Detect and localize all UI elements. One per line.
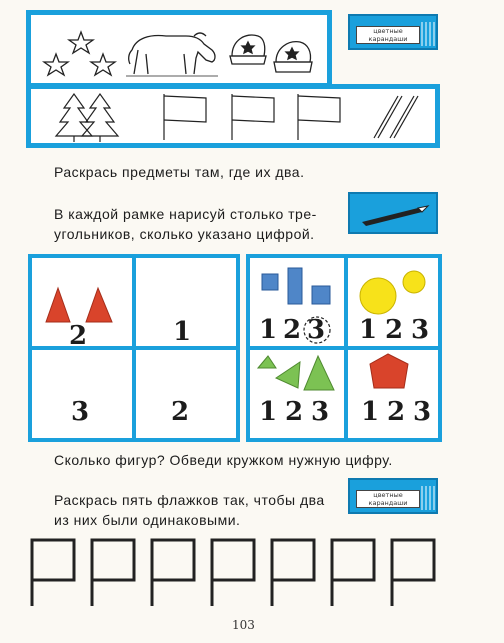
hat-icon [274, 42, 312, 72]
bottom-strip-illustrations [26, 84, 440, 148]
frame-number-top-right: 1 [172, 317, 192, 347]
flag-icon [164, 94, 340, 140]
pencil-box-bottom-icon [348, 478, 438, 514]
top-strip-illustrations [26, 10, 332, 88]
flags-to-color [28, 538, 448, 610]
circle-icon [360, 271, 425, 314]
frame-number-top-left: 2 [68, 321, 88, 351]
instruction-count-shapes: Сколько фигур? Обведи кружком нужную цифру. [54, 452, 393, 468]
frame-number-bottom-right: 2 [170, 397, 190, 427]
flag-outline-icon[interactable] [152, 540, 194, 606]
circles-option-3[interactable]: 3 [410, 315, 430, 345]
circles-option-1[interactable]: 1 [358, 315, 378, 345]
flag-outline-icon[interactable] [392, 540, 434, 606]
frame-number-bottom-left: 3 [70, 397, 90, 427]
star-icon [44, 32, 115, 75]
pentagon-option-3[interactable]: 3 [412, 397, 432, 427]
horse-icon [126, 33, 218, 76]
circles-option-2[interactable]: 2 [384, 315, 404, 345]
square-icon [262, 268, 330, 304]
pencil-box-middle-icon [348, 192, 438, 234]
pencil-box-label: цветные карандаши [356, 26, 420, 44]
squares-option-1[interactable]: 1 [258, 315, 278, 345]
triangles-option-3[interactable]: 3 [310, 397, 330, 427]
pentagon-option-2[interactable]: 2 [386, 397, 406, 427]
squares-option-2[interactable]: 2 [282, 315, 302, 345]
instruction-color-flags-line2: из них были одинаковыми. [54, 512, 241, 528]
pencil-box-label: цветные карандаши [356, 490, 420, 508]
pentagon-option-1[interactable]: 1 [360, 397, 380, 427]
shape-counting-cells [246, 254, 442, 442]
instruction-draw-triangles-line2: угольников, сколько указано цифрой. [54, 226, 315, 242]
hat-icon [230, 35, 266, 64]
instruction-draw-triangles-line1: В каждой рамке нарисуй столько тре- [54, 206, 317, 222]
instruction-color-pairs: Раскрась предметы там, где их два. [54, 164, 305, 180]
flag-outline-icon[interactable] [272, 540, 314, 606]
pencil-icon [374, 96, 418, 138]
pencil-box-top-icon [348, 14, 438, 50]
triangle-drawing-cells [28, 254, 240, 442]
flag-outline-icon[interactable] [32, 540, 74, 606]
instruction-color-flags-line1: Раскрась пять флажков так, чтобы два [54, 492, 325, 508]
page-number: 103 [232, 618, 255, 632]
triangle-icon [46, 288, 112, 322]
flag-outline-icon[interactable] [212, 540, 254, 606]
flag-outline-icon[interactable] [92, 540, 134, 606]
triangles-option-1[interactable]: 1 [258, 397, 278, 427]
triangle-icon [258, 356, 334, 390]
fir-tree-icon [56, 94, 118, 142]
triangles-option-2[interactable]: 2 [284, 397, 304, 427]
flag-outline-icon[interactable] [332, 540, 374, 606]
squares-option-3[interactable]: 3 [306, 315, 326, 345]
pentagon-icon [370, 354, 408, 388]
